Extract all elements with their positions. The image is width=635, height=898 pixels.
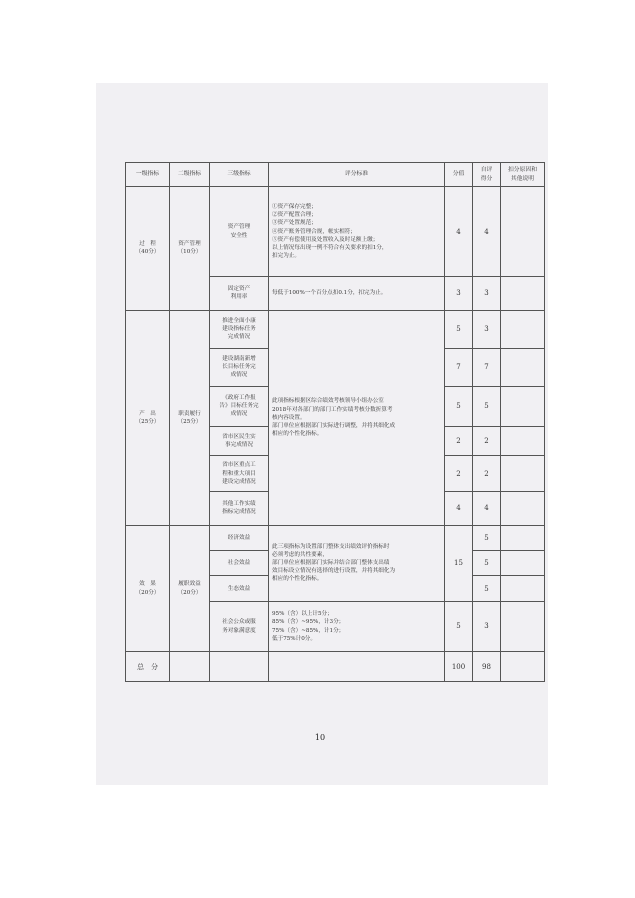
score-cell: 2 xyxy=(445,426,473,456)
score-cell: 2 xyxy=(445,456,473,492)
score-cell: 5 xyxy=(445,310,473,348)
self-score-cell: 5 xyxy=(473,576,501,601)
remarks-cell xyxy=(501,601,545,652)
level3-ecological-benefit: 生态效益 xyxy=(210,576,269,601)
header-level1: 一级指标 xyxy=(126,163,170,187)
level3-social-benefit: 社会效益 xyxy=(210,551,269,576)
criteria-asset-security: ①资产保存完整； ②资产配置合理； ③资产处置规范； ④资产账务管理合规，帐实相符； ⑤资产有偿使用及处置收入及时足额上缴； 以上情况每出现一例不符合有关要求的扣1分， 扣完为止。 xyxy=(269,187,445,277)
self-score-cell: 3 xyxy=(473,276,501,310)
total-self-score: 98 xyxy=(473,652,501,682)
performance-evaluation-table xyxy=(125,162,545,682)
level3-indicator: 《政府工作报 告》目标任务完 成情况 xyxy=(210,386,269,426)
table-row xyxy=(126,187,545,277)
self-score-cell: 7 xyxy=(473,348,501,386)
self-score-cell: 5 xyxy=(473,525,501,550)
self-score-cell: 2 xyxy=(473,426,501,456)
remarks-cell xyxy=(501,276,545,310)
criteria-satisfaction: 95%（含）以上计5分； 85%（含）~95%，计3分； 75%（含）~85%，计1分； 低于75%计0分。 xyxy=(269,601,445,652)
remarks-cell xyxy=(501,652,545,682)
level3-asset-security: 资产管理 安全性 xyxy=(210,187,269,277)
score-cell: 3 xyxy=(445,276,473,310)
score-cell: 4 xyxy=(445,492,473,526)
self-score-cell: 2 xyxy=(473,456,501,492)
level3-fixed-asset-utilization: 固定资产 利用率 xyxy=(210,276,269,310)
remarks-cell xyxy=(501,456,545,492)
remarks-cell xyxy=(501,310,545,348)
remarks-cell xyxy=(501,551,545,576)
total-label: 总 分 xyxy=(126,652,170,682)
header-level3: 三级指标 xyxy=(210,163,269,187)
level2-duty-benefit: 履职效益 （20分） xyxy=(170,525,210,652)
level1-process: 过 程 （40分） xyxy=(126,187,170,310)
level3-satisfaction: 社会公众或服 务对象满意度 xyxy=(210,601,269,652)
header-score: 分值 xyxy=(445,163,473,187)
empty-cell xyxy=(210,652,269,682)
remarks-cell xyxy=(501,348,545,386)
table-row xyxy=(126,310,545,348)
level3-indicator: 推进全面小康 建设指标任务 完成情况 xyxy=(210,310,269,348)
level3-indicator: 省市区民生实 事完成情况 xyxy=(210,426,269,456)
criteria-fixed-asset-utilization: 每低于100%一个百分点扣0.1分，扣完为止。 xyxy=(269,276,445,310)
level3-indicator: 建设湖南新增 长目标任务完 成情况 xyxy=(210,348,269,386)
remarks-cell xyxy=(501,426,545,456)
total-score: 100 xyxy=(445,652,473,682)
level2-duty-performance: 职责履行 （25分） xyxy=(170,310,210,525)
remarks-cell xyxy=(501,386,545,426)
level1-output: 产 出 （25分） xyxy=(126,310,170,525)
level3-indicator: 其他工作实绩 指标完成情况 xyxy=(210,492,269,526)
self-score-cell: 5 xyxy=(473,551,501,576)
remarks-cell xyxy=(501,492,545,526)
self-score-cell: 4 xyxy=(473,492,501,526)
header-level2: 二级指标 xyxy=(170,163,210,187)
level2-asset-management: 资产管理 （10分） xyxy=(170,187,210,310)
score-cell: 15 xyxy=(445,525,473,601)
header-row xyxy=(126,163,545,187)
score-cell: 7 xyxy=(445,348,473,386)
level1-effect: 效 果 （20分） xyxy=(126,525,170,652)
criteria-effect: 此三项指标为设置部门整体支出绩效评价指标时 必须考虑的共性要素， 部门单位应根据部门实际并结合部门整体支出绩 效目标设立情况有选择的进行设置，并将其细化为 相应的个性化指标。 xyxy=(269,525,445,601)
page-number: 10 xyxy=(314,733,326,742)
empty-cell xyxy=(170,652,210,682)
self-score-cell: 3 xyxy=(473,310,501,348)
empty-cell xyxy=(269,652,445,682)
score-cell: 5 xyxy=(445,386,473,426)
remarks-cell xyxy=(501,187,545,277)
self-score-cell: 5 xyxy=(473,386,501,426)
header-criteria: 评分标准 xyxy=(269,163,445,187)
remarks-cell xyxy=(501,576,545,601)
score-cell: 5 xyxy=(445,601,473,652)
remarks-cell xyxy=(501,525,545,550)
self-score-cell: 4 xyxy=(473,187,501,277)
table-row xyxy=(126,525,545,550)
level3-indicator: 省市区重点工 程和重大项目 建设完成情况 xyxy=(210,456,269,492)
self-score-cell: 3 xyxy=(473,601,501,652)
header-remarks: 扣分原因和 其他说明 xyxy=(501,163,545,187)
header-self-score: 自评 得分 xyxy=(473,163,501,187)
criteria-output: 此项指标根据区综合绩效考核领导小组办公室 2018年对各部门的部门工作实绩考核分数折算考 核内容设置。 部门单位应根据部门实际进行调整，并将其细化成 相应的个性化指标。 xyxy=(269,310,445,525)
level3-economic-benefit: 经济效益 xyxy=(210,525,269,550)
score-cell: 4 xyxy=(445,187,473,277)
total-row xyxy=(126,652,545,682)
